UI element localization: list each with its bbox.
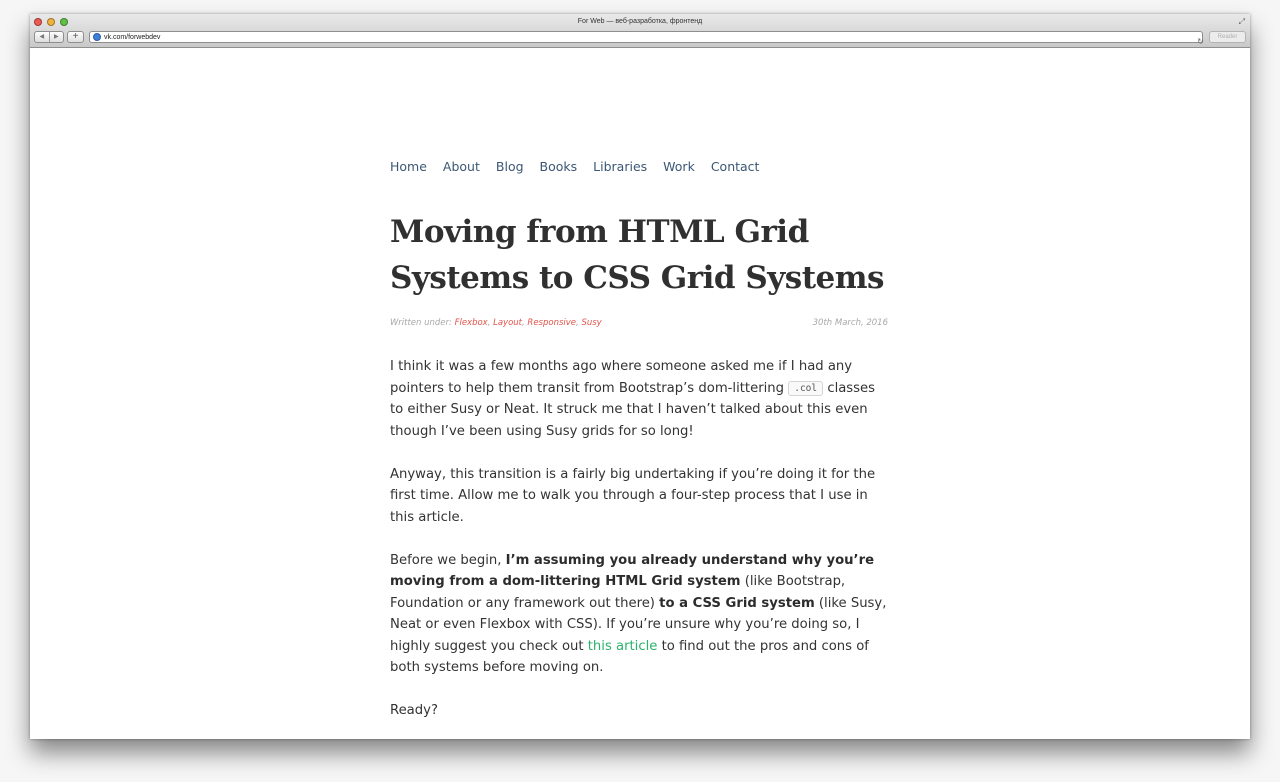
back-forward-control	[34, 31, 64, 43]
paragraph-3-text-a: Before we begin,	[390, 552, 506, 568]
site-nav	[390, 159, 759, 174]
paragraph-2: Anyway, this transition is a fairly big undertaking if you’re doing it for the first time. Allow me to walk you through a four-step process that I use in this article.	[390, 466, 876, 525]
nav-work[interactable]: Work	[663, 159, 695, 174]
tag-link-susy[interactable]: Susy	[581, 318, 602, 328]
paragraph-3-text-b: (like Bootstrap, Foundation or any framework out there)	[390, 574, 846, 611]
nav-buttons	[34, 31, 84, 43]
paragraph-1-text-a: I think it was a few months ago where someone asked me if I had any pointers to help them transit from Bootstrap’s dom-littering	[390, 359, 853, 396]
nav-about[interactable]: About	[442, 159, 480, 174]
browser-toolbar	[30, 31, 1250, 45]
nav-contact[interactable]: Contact	[710, 159, 760, 174]
tag-link-responsive[interactable]: Responsive	[527, 318, 577, 328]
paragraph-3-text-d: to find out the pros and cons of both systems before moving on.	[390, 638, 869, 675]
title-bar	[30, 14, 1250, 48]
article-body	[390, 356, 890, 739]
paragraph-1	[390, 356, 890, 442]
paragraph-3	[390, 550, 890, 679]
fullscreen-icon[interactable]: ⤢	[1238, 17, 1245, 26]
back-button[interactable]: ◀	[35, 32, 50, 42]
post-meta	[390, 318, 888, 332]
post-tags: Written under: Flexbox, Layout, Responsive, Susy	[390, 318, 602, 328]
globe-icon	[93, 33, 101, 41]
paragraph-3-text-c: (like Susy, Neat or even Flexbox with CSS). If you’re unsure why you’re doing so, I highly suggest you check out	[390, 595, 887, 654]
window-title: For Web — веб-разработка, фронтенд	[577, 18, 703, 25]
paragraph-3-bold-a: I’m assuming you already understand why you’re moving from a dom-littering HTML Grid system	[390, 552, 875, 589]
forward-button[interactable]: ▶	[53, 34, 59, 40]
reload-button[interactable]	[1197, 31, 1204, 49]
paragraph-4: Ready?	[390, 703, 438, 718]
reader-button[interactable]: Reader	[1209, 31, 1246, 43]
tag-link-flexbox[interactable]: Flexbox	[454, 318, 488, 328]
nav-home[interactable]: Home	[390, 159, 427, 174]
paragraph-1-text-b: classes to either Susy or Neat. It struck me that I haven’t talked about this even though I’ve been using Susy grids for so long!	[390, 380, 876, 439]
nav-libraries[interactable]: Libraries	[593, 159, 648, 174]
post-title: Moving from HTML Grid Systems to CSS Grid Systems	[390, 214, 884, 296]
address-bar[interactable]	[89, 31, 1203, 43]
nav-books[interactable]: Books	[539, 159, 578, 174]
url-text[interactable]: vk.com/forwebdev	[104, 33, 161, 41]
browser-window	[30, 14, 1250, 739]
tag-link-layout[interactable]: Layout	[493, 318, 523, 328]
add-bookmark-button[interactable]: +	[67, 31, 84, 43]
paragraph-3-bold-b: to a CSS Grid system	[659, 595, 815, 611]
reload-icon: ↻	[1197, 37, 1204, 46]
post-date: 30th March, 2016	[812, 318, 888, 328]
written-under-label: Written under:	[390, 318, 452, 328]
inline-code: .col	[788, 381, 823, 396]
this-article-link[interactable]: this article	[587, 638, 658, 654]
nav-blog[interactable]: Blog	[495, 159, 524, 174]
